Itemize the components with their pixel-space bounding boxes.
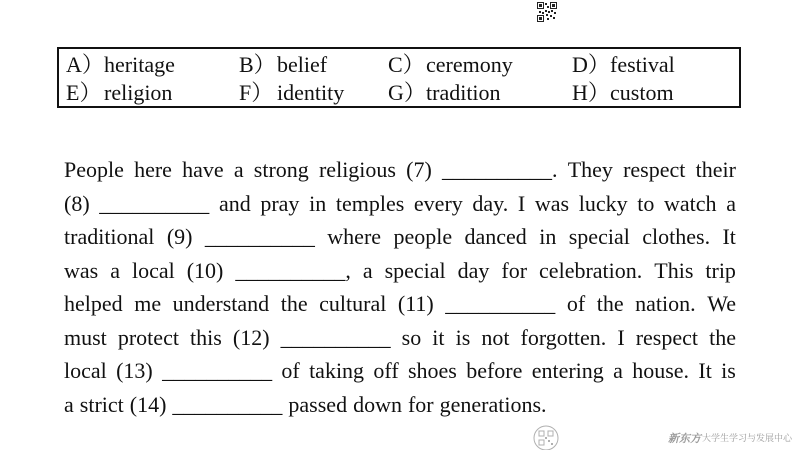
passage-word: watch: [664, 190, 717, 216]
passage-word: local: [131, 257, 175, 283]
passage-word: protect: [117, 324, 179, 350]
passage-word: for: [407, 391, 434, 417]
passage-word: a: [362, 257, 373, 283]
option-letter: G）: [388, 80, 426, 105]
passage-word: (9): [166, 224, 193, 249]
passage-word: day.: [472, 190, 509, 216]
passage-word: It: [698, 358, 712, 383]
option-word: belief: [277, 52, 328, 77]
passage-word: This: [654, 257, 694, 283]
passage-word: in: [539, 224, 557, 249]
passage-word: was: [534, 190, 570, 216]
passage-line: [64, 287, 736, 321]
passage-word: (14): [129, 391, 167, 417]
answer-blank: __________: [445, 291, 556, 316]
passage-word: religious: [318, 157, 396, 182]
option-letter: D）: [572, 52, 610, 77]
passage-word: special: [384, 257, 446, 283]
option-letter: C）: [388, 52, 425, 77]
passage-word: for: [501, 257, 528, 283]
passage-word: this: [190, 324, 222, 350]
passage-line: [64, 220, 736, 254]
passage-line: [64, 187, 736, 221]
passage-line: [64, 254, 736, 288]
passage-word: respect: [635, 324, 699, 350]
passage-word: respect: [623, 157, 686, 182]
passage-word: strict: [79, 391, 124, 417]
passage-word: special: [568, 224, 630, 249]
passage-word: celebration.: [539, 257, 643, 283]
option-word: heritage: [104, 52, 175, 77]
watermark-org-name: 大学生学习与发展中心: [702, 434, 793, 444]
passage-word: the: [280, 291, 308, 316]
passage-word: danced: [464, 224, 527, 249]
passage-word: in: [309, 190, 327, 216]
passage-word: was: [64, 257, 99, 283]
passage-word: a: [233, 157, 244, 182]
passage-line: [64, 388, 736, 422]
passage-word: every: [413, 190, 463, 216]
passage-word: entering: [531, 358, 604, 383]
passage-word: and: [218, 190, 251, 216]
passage-word: here: [134, 157, 172, 182]
wechat-qr-icon: [533, 425, 559, 450]
passage-word: house.: [632, 358, 690, 383]
passage-word: is: [455, 324, 471, 350]
passage-word: of: [281, 358, 300, 383]
passage-word: trip: [705, 257, 736, 283]
option-letter: E）: [66, 80, 102, 105]
passage-word: day: [457, 257, 490, 283]
passage-word: a: [613, 358, 623, 383]
passage-word: (13): [116, 358, 153, 383]
passage-word: forgotten.: [520, 324, 607, 350]
passage-word: temples: [335, 190, 405, 216]
passage-word: a: [64, 391, 74, 417]
passage-word: clothes.: [642, 224, 711, 249]
option-e: [66, 80, 172, 106]
passage-word: It: [722, 224, 736, 249]
option-word: festival: [610, 52, 675, 77]
passage-line: [64, 153, 736, 187]
passage-word: generations.: [439, 391, 547, 417]
option-letter: F）: [239, 80, 274, 105]
option-word: religion: [104, 80, 173, 105]
passage-word: understand: [172, 291, 270, 316]
passage-word: not: [481, 324, 510, 350]
passage-word: people: [393, 224, 453, 249]
passage-line: [64, 354, 736, 388]
answer-blank: __________,: [235, 257, 351, 283]
passage-word: a: [726, 190, 736, 216]
option-g: [388, 80, 501, 106]
passage-word: a: [110, 257, 120, 283]
passage-word: down: [353, 391, 402, 417]
passage-word: (10): [186, 257, 224, 283]
option-word: tradition: [426, 80, 501, 105]
passage-word: People: [64, 157, 124, 182]
passage-word: local: [64, 358, 107, 383]
passage-word: to: [637, 190, 655, 216]
passage-word: passed: [288, 391, 348, 417]
passage-word: We: [707, 291, 736, 316]
passage-word: lucky: [578, 190, 628, 216]
passage-word: nation.: [635, 291, 696, 316]
passage-word: They: [567, 157, 613, 182]
option-h: [572, 80, 674, 106]
passage-word: cultural: [319, 291, 387, 316]
option-word: identity: [277, 80, 345, 105]
passage-word: have: [182, 157, 224, 182]
passage-line: [64, 321, 736, 355]
option-d: [572, 52, 675, 78]
passage-word: it: [432, 324, 445, 350]
option-word: custom: [610, 80, 674, 105]
passage-word: the: [596, 291, 624, 316]
option-b: [239, 52, 327, 78]
passage-word: so: [401, 324, 422, 350]
answer-blank: __________: [280, 324, 391, 350]
answer-blank: __________: [162, 358, 273, 383]
passage-word: where: [327, 224, 382, 249]
passage-word: I: [517, 190, 526, 216]
answer-blank: __________: [204, 224, 315, 249]
passage-word: me: [134, 291, 162, 316]
answer-blank: __________.: [442, 157, 558, 182]
option-a: [66, 52, 175, 78]
passage-word: before: [466, 358, 523, 383]
passage-word: (7): [406, 157, 432, 182]
passage-word: (8): [64, 190, 90, 216]
answer-blank: __________: [172, 391, 283, 417]
qr-code-icon: [537, 2, 557, 22]
passage-word: their: [695, 157, 736, 182]
passage-word: helped: [64, 291, 123, 316]
passage-word: is: [721, 358, 736, 383]
option-word: ceremony: [426, 52, 513, 77]
word-bank-box: [57, 47, 741, 108]
option-f: [239, 80, 344, 106]
passage-word: pray: [260, 190, 300, 216]
watermark-logo: 新东方: [668, 432, 701, 445]
passage-word: of: [566, 291, 586, 316]
option-letter: B）: [239, 52, 276, 77]
passage-word: (12): [232, 324, 270, 350]
passage-word: must: [64, 324, 107, 350]
passage-word: (11): [397, 291, 434, 316]
passage-word: I: [617, 324, 625, 350]
answer-blank: __________: [99, 190, 210, 216]
passage-word: traditional: [64, 224, 155, 249]
option-letter: H）: [572, 80, 610, 105]
passage-word: taking: [309, 358, 365, 383]
passage-word: the: [709, 324, 736, 350]
option-letter: A）: [66, 52, 104, 77]
passage-word: strong: [253, 157, 309, 182]
option-c: [388, 52, 513, 78]
passage-word: off: [373, 358, 399, 383]
passage-word: shoes: [407, 358, 457, 383]
passage-text: [64, 153, 736, 421]
